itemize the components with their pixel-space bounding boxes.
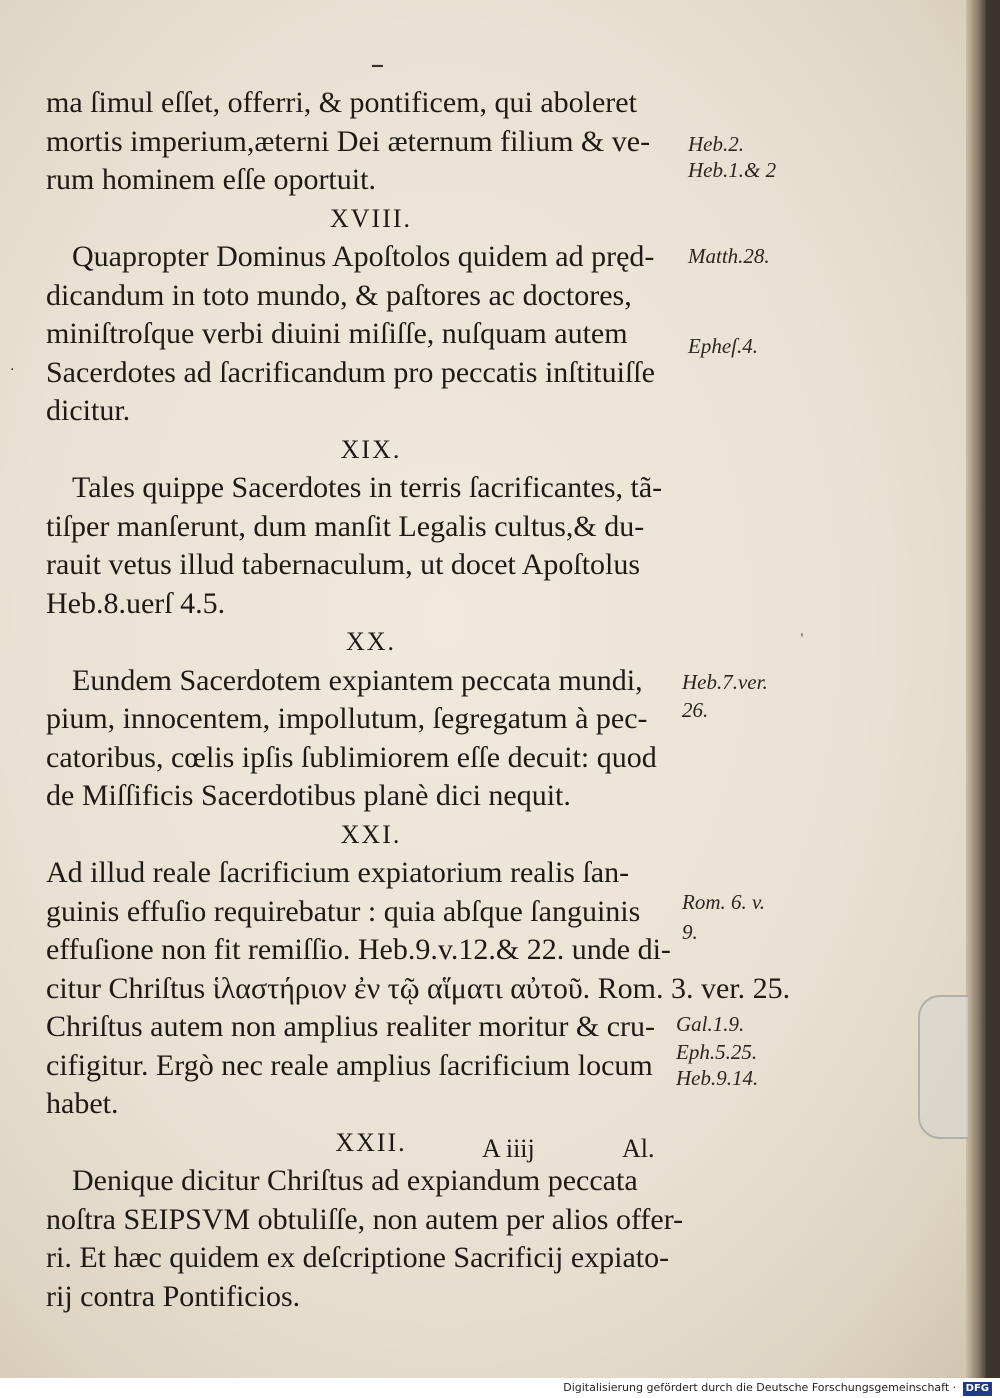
ink-mark: ·	[10, 362, 15, 378]
text-line: rij contra Pontificios.	[46, 1279, 301, 1313]
section-heading: XVIII.	[329, 203, 413, 233]
margin-note: Heb.7.ver.	[682, 670, 768, 694]
margin-note: Eph.5.25.	[676, 1040, 758, 1064]
text-line: miniſtroſque verbi diuini miſiſſe, nuſquam autem	[46, 317, 628, 350]
ink-mark: ˈ	[800, 632, 804, 648]
margin-note: Epheſ.4.	[688, 334, 758, 358]
text-line: ri. Et hæc quidem ex deſcriptione Sacrificij expiato-	[46, 1241, 670, 1274]
text-line: guinis effuſio requirebatur : quia abſque ſanguinis	[46, 894, 641, 928]
text-line: rauit vetus illud tabernaculum, ut docet Apoſtolus	[46, 548, 641, 581]
section-heading: XXII.	[335, 1127, 407, 1157]
text-line: dicandum in toto mundo, & paſtores ac doctores,	[46, 278, 632, 312]
text-line: Tales quippe Sacerdotes in terris ſacrificantes, tã-	[72, 471, 663, 504]
text-line: Heb.8.uerſ 4.5.	[46, 586, 226, 620]
text-line: Chriſtus autem non amplius realiter moritur & cru-	[46, 1010, 656, 1043]
ink-mark: ▔	[372, 66, 383, 82]
section-heading: XXI.	[340, 819, 402, 849]
text-line: habet.	[46, 1087, 119, 1120]
dfg-logo: DFG	[963, 1382, 992, 1396]
margin-note: Rom. 6. v.	[682, 890, 766, 914]
margin-note: Gal.1.9.	[676, 1012, 745, 1036]
footer-text: Digitalisierung gefördert durch die Deutsche Forschungsgemeinschaft ·	[563, 1381, 957, 1394]
text-line: tiſper manſerunt, dum manſit Legalis cultus,& du-	[46, 509, 645, 543]
text-line: de Miſſificis Sacerdotibus planè dici nequit.	[46, 779, 571, 812]
catchword: Al.	[622, 1134, 655, 1163]
text-line: cifigitur. Ergò nec reale amplius ſacrificium locum	[46, 1048, 653, 1082]
margin-note: Heb.1.& 2	[688, 158, 777, 182]
text-line: Sacerdotes ad ſacrificandum pro peccatis inſtituiſſe	[46, 355, 655, 389]
text-line: Quapropter Dominus Apoſtolos quidem ad pręd-	[72, 240, 655, 273]
signature-mark: A iiij	[482, 1134, 535, 1163]
text-line: pium, innocentem, impollutum, ſegregatum à pec-	[46, 702, 648, 735]
margin-note: Heb.9.14.	[676, 1066, 759, 1090]
margin-note: Heb.2.	[688, 132, 744, 156]
text-line: Eundem Sacerdotem expiantem peccata mundi,	[72, 663, 643, 697]
text-line: citur Chriſtus ἱλαστήριον ἐν τῷ αἵματι αὐτοῦ. Rom. 3. ver. 25.	[46, 971, 791, 1005]
text-line: mortis imperium,æterni Dei æternum filium & ve-	[46, 124, 651, 158]
section-heading: XIX.	[340, 434, 402, 464]
text-line: dicitur.	[46, 394, 131, 427]
page-edge	[966, 0, 986, 1378]
text-line: noſtra SEIPSVM obtuliſſe, non autem per alios offer-	[46, 1202, 684, 1236]
text-line: Ad illud reale ſacrificium expiatorium realis ſan-	[46, 856, 630, 889]
digitization-footer	[0, 1378, 1000, 1398]
text-line: catoribus, cœlis ipſis ſublimiorem eſſe decuit: quod	[46, 740, 657, 774]
margin-note: Matth.28.	[688, 244, 770, 268]
text-line: ma ſimul eſſet, offerri, & pontificem, qui aboleret	[46, 86, 637, 119]
margin-note: 9.	[682, 920, 698, 944]
text-line: rum hominem eſſe oportuit.	[46, 163, 376, 196]
text-line: effuſione non fit remiſſio. Heb.9.v.12.& 22. unde di-	[46, 933, 671, 966]
text-line: Denique dicitur Chriſtus ad expiandum peccata	[72, 1164, 638, 1197]
margin-note: 26.	[682, 698, 709, 722]
page-clip	[918, 995, 968, 1139]
section-heading: XX.	[345, 627, 397, 656]
